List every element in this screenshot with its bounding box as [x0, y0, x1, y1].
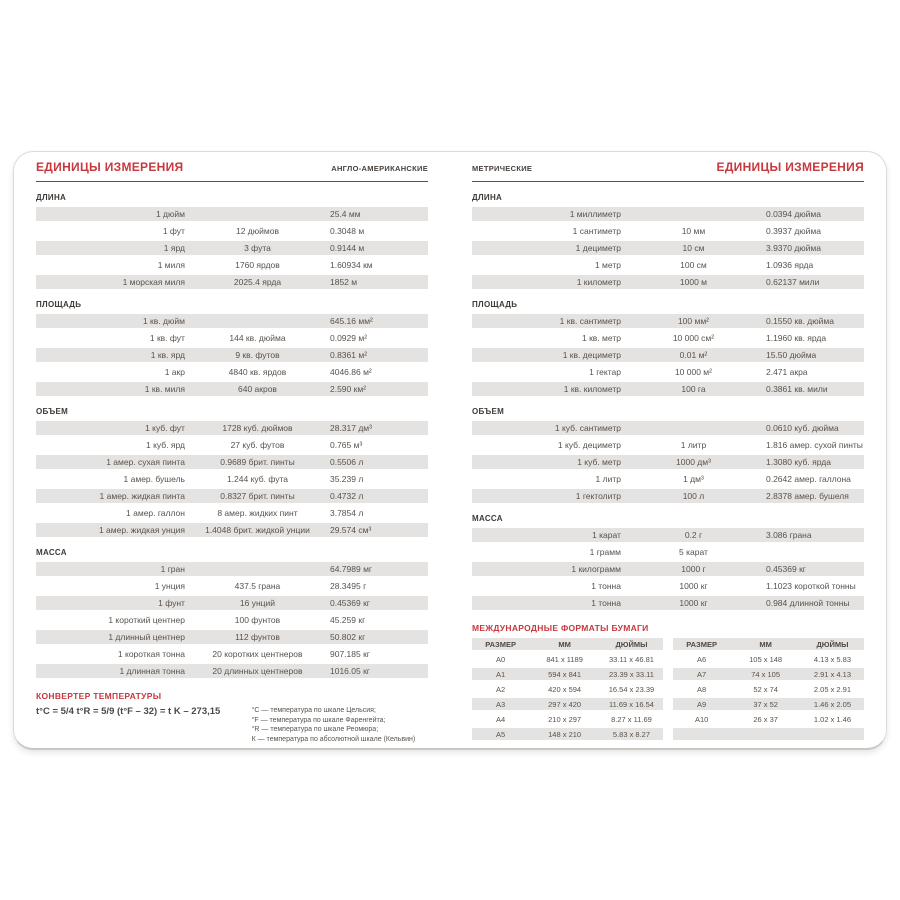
paper-tables: [472, 638, 864, 743]
length-table: [36, 207, 428, 289]
note-line: К — температура по абсолютной шкале (Кельвин): [251, 735, 416, 743]
cell: 1 кв. метр: [581, 333, 621, 343]
table-row: [36, 596, 428, 610]
table-row: [472, 653, 663, 665]
cell: 23.39 x 33.11: [609, 669, 654, 679]
table-row: [472, 348, 864, 362]
cell: 594 x 841: [548, 669, 582, 679]
cell: 1.816 амер. сухой пинты: [765, 440, 863, 450]
cell: 1 куб. ярд: [146, 440, 185, 450]
cell: 0.3861 кв. мили: [765, 384, 828, 394]
cell: 11.69 x 16.54: [609, 699, 654, 709]
table-row: [673, 698, 864, 710]
area-table: [472, 314, 864, 396]
cell: 10 000 м²: [674, 367, 712, 377]
table-row: [36, 472, 428, 486]
cell: 74 x 105: [751, 669, 781, 679]
temperature-formula: t°C = 5/4 t°R = 5/9 (t°F – 32) = t K – 273,15: [36, 706, 221, 717]
cell: 1760 ярдов: [235, 260, 280, 270]
cell: 10 000 см²: [672, 333, 715, 343]
cell: 1 килограмм: [571, 564, 621, 574]
cell: 1 акр: [164, 367, 185, 377]
cell: 645.16 мм²: [329, 316, 373, 326]
cell: 3.086 грана: [765, 530, 812, 540]
note-line: °F — температура по шкале Фаренгейта;: [251, 716, 386, 724]
cell: 1 кв. дециметр: [562, 350, 621, 360]
table-row: [36, 258, 428, 272]
cell: 0.0394 дюйма: [765, 209, 821, 219]
cell: 100 га: [681, 384, 706, 394]
cell: A0: [496, 654, 506, 664]
table-row: [472, 275, 864, 289]
table-row: [472, 713, 663, 725]
table-row: [673, 668, 864, 680]
cell: 0.45369 кг: [765, 564, 806, 574]
cell: A2: [496, 684, 506, 694]
table-row: [36, 421, 428, 435]
cell: 0.3937 дюйма: [765, 226, 821, 236]
table-row: [472, 698, 663, 710]
table-row: [472, 579, 864, 593]
section-mass: [36, 548, 428, 678]
cell: 16.54 x 23.39: [608, 684, 655, 694]
cell: 1.60934 км: [329, 260, 373, 270]
cell: 1.3080 куб. ярда: [765, 457, 831, 467]
section-mass: [472, 514, 864, 610]
cell: 2025.4 ярда: [233, 277, 282, 287]
table-row: [472, 528, 864, 542]
section-length: [472, 193, 864, 289]
table-row: [36, 382, 428, 396]
cell: 0.8327 брит. пинты: [220, 491, 295, 501]
table-row: [472, 562, 864, 576]
cell: 29.574 см³: [329, 525, 372, 535]
header-rule: [472, 181, 864, 182]
table-row: [36, 331, 428, 345]
cell: 0.01 м²: [679, 350, 708, 360]
cell: 28.317 дм³: [329, 423, 372, 433]
cell: 1.4048 брит. жидкой унции: [205, 525, 310, 535]
cell: A9: [697, 699, 707, 709]
cell: 1 карат: [592, 530, 621, 540]
cell: A3: [496, 699, 506, 709]
cell: 1 дециметр: [575, 243, 621, 253]
cell: 0.9144 м: [329, 243, 365, 253]
temperature-notes: [252, 706, 428, 744]
section-heading: ПЛОЩАДЬ: [36, 300, 82, 309]
table-row: [673, 713, 864, 725]
cell: 0.984 длинной тонны: [765, 598, 850, 608]
cell: 1 унция: [154, 581, 185, 591]
paper-formats: [472, 623, 864, 743]
cell: A4: [496, 714, 506, 724]
cell: 5.83 x 8.27: [612, 729, 651, 739]
cell: 37 x 52: [753, 699, 778, 709]
cell: 50.802 кг: [329, 632, 366, 642]
page-subtitle: АНГЛО-АМЕРИКАНСКИЕ: [331, 164, 428, 173]
cell: A5: [496, 729, 506, 739]
cell: 64.7989 мг: [329, 564, 373, 574]
cell: A1: [496, 669, 506, 679]
cell: 1000 дм³: [676, 457, 711, 467]
cell: 210 x 297: [548, 714, 582, 724]
cell: 1 тонна: [591, 598, 621, 608]
cell: 1.0936 ярда: [765, 260, 814, 270]
cell: 2.91 x 4.13: [813, 669, 852, 679]
section-heading: МАССА: [36, 548, 67, 557]
cell: 1 кв. миля: [144, 384, 185, 394]
cell: 3.7854 л: [329, 508, 364, 518]
section-heading: ДЛИНА: [472, 193, 503, 202]
length-table: [472, 207, 864, 289]
cell: 1000 кг: [679, 581, 708, 591]
section-area: [472, 300, 864, 396]
cell: 1852 м: [329, 277, 358, 287]
cell: 4046.86 м²: [329, 367, 372, 377]
table-row: [472, 207, 864, 221]
cell: 1 короткий центнер: [108, 615, 185, 625]
notebook-spread: [13, 151, 887, 750]
cell: 8 амер. жидких пинт: [217, 508, 298, 518]
paper-table-header: [472, 638, 663, 650]
cell: A7: [697, 669, 707, 679]
table-row: [472, 224, 864, 238]
cell: 112 фунтов: [235, 632, 280, 642]
cell: 1000 кг: [679, 598, 708, 608]
cell: 1.46 x 2.05: [813, 699, 852, 709]
cell: 2.8378 амер. бушеля: [765, 491, 849, 501]
cell: 100 мм²: [677, 316, 709, 326]
cell: 25.4 мм: [329, 209, 361, 219]
cell: 1.1023 короткой тонны: [765, 581, 856, 591]
cell: 1 амер. сухая пинта: [106, 457, 185, 467]
volume-table: [36, 421, 428, 537]
cell: 1 кв. километр: [563, 384, 621, 394]
cell: 1 кв. ярд: [150, 350, 185, 360]
cell: 1 куб. метр: [577, 457, 621, 467]
table-row: [472, 331, 864, 345]
cell: 3 фута: [244, 243, 271, 253]
cell: 1 гран: [160, 564, 185, 574]
cell: 45.259 кг: [329, 615, 366, 625]
cell: 0.765 м³: [329, 440, 363, 450]
cell: 105 x 148: [749, 654, 783, 664]
cell: 100 л: [682, 491, 705, 501]
table-row: [472, 683, 663, 695]
column-header: РАЗМЕР: [485, 639, 516, 649]
cell: 1 грамм: [589, 547, 621, 557]
cell: 0.2642 амер. галлона: [765, 474, 851, 484]
cell: 1 амер. жидкая унция: [98, 525, 185, 535]
cell: 437.5 грана: [234, 581, 281, 591]
cell: 100 фунтов: [234, 615, 281, 625]
header-rule: [36, 181, 428, 182]
table-row: [472, 455, 864, 469]
cell: 20 длинных центнеров: [212, 666, 303, 676]
note-line: °R — температура по шкале Реомюра;: [251, 726, 379, 733]
table-row: [472, 241, 864, 255]
column-header: ММ: [759, 639, 772, 649]
table-row: [673, 683, 864, 695]
table-row: [36, 647, 428, 661]
column-header: ММ: [558, 639, 571, 649]
table-row: [36, 523, 428, 537]
cell: 1 сантиметр: [572, 226, 621, 236]
page-title: ЕДИНИЦЫ ИЗМЕРЕНИЯ: [716, 160, 864, 174]
cell: 0.0610 куб. дюйма: [765, 423, 839, 433]
cell: 1 длинная тонна: [119, 666, 185, 676]
table-row: [36, 562, 428, 576]
cell: 3.9370 дюйма: [765, 243, 821, 253]
cell: 2.590 км²: [329, 384, 367, 394]
cell: 1 амер. галлон: [126, 508, 185, 518]
cell: 35.239 л: [329, 474, 364, 484]
cell: 1 гектолитр: [575, 491, 621, 501]
cell: 2.05 x 2.91: [813, 684, 852, 694]
cell: 907.185 кг: [329, 649, 370, 659]
cell: 1.244 куб. фута: [226, 474, 288, 484]
cell: 27 куб. футов: [230, 440, 285, 450]
paper-table-b-body: [673, 653, 864, 740]
cell: 16 унций: [239, 598, 276, 608]
cell: 1 куб. сантиметр: [554, 423, 621, 433]
cell: 10 см: [682, 243, 705, 253]
cell: 144 кв. дюйма: [229, 333, 286, 343]
cell: 1 фут: [162, 226, 185, 236]
cell: 1.1960 кв. ярда: [765, 333, 827, 343]
note-line: °C — температура по шкале Цельсия;: [251, 707, 376, 714]
cell: A10: [694, 714, 709, 724]
table-row: [472, 365, 864, 379]
section-heading: ОБЪЕМ: [472, 407, 505, 416]
table-row: [472, 472, 864, 486]
cell: 15.50 дюйма: [765, 350, 817, 360]
table-row: [472, 668, 663, 680]
cell: 52 x 74: [753, 684, 778, 694]
cell: 28.3495 г: [329, 581, 367, 591]
table-row: [36, 506, 428, 520]
cell: 5 карат: [679, 547, 708, 557]
cell: 1.02 x 1.46: [813, 714, 852, 724]
cell: 0.3048 м: [329, 226, 365, 236]
table-row: [673, 653, 864, 665]
section-volume: [472, 407, 864, 503]
volume-table: [472, 421, 864, 503]
cell: 1 литр: [595, 474, 621, 484]
cell: 1 фунт: [158, 598, 185, 608]
cell: 0.2 г: [684, 530, 703, 540]
section-length: [36, 193, 428, 289]
page-right-header: [472, 160, 864, 175]
cell: 0.5506 л: [329, 457, 364, 467]
column-header: ДЮЙМЫ: [816, 639, 849, 649]
paper-table-a: [472, 638, 663, 743]
cell: 1 амер. бушель: [123, 474, 185, 484]
cell: 1 литр: [680, 440, 707, 450]
cell: 0.9689 брит. пинты: [220, 457, 295, 467]
table-row: [36, 275, 428, 289]
paper-formats-heading: МЕЖДУНАРОДНЫЕ ФОРМАТЫ БУМАГИ: [472, 623, 649, 633]
column-header: РАЗМЕР: [686, 639, 717, 649]
cell: A8: [697, 684, 707, 694]
cell: 1 дюйм: [155, 209, 185, 219]
page-right: [450, 152, 886, 748]
cell: 26 x 37: [753, 714, 778, 724]
table-row: [36, 664, 428, 678]
section-heading: МАССА: [472, 514, 503, 523]
table-row: [472, 728, 663, 740]
cell: 2.471 акра: [765, 367, 808, 377]
cell: 1 тонна: [591, 581, 621, 591]
cell: 33.11 x 46.81: [609, 654, 654, 664]
cell: 1 кв. сантиметр: [559, 316, 621, 326]
cell: 1 куб. фут: [145, 423, 185, 433]
mass-table: [472, 528, 864, 610]
cell: A6: [697, 654, 707, 664]
cell: 12 дюймов: [235, 226, 279, 236]
table-row: [472, 382, 864, 396]
cell: 1 морская миля: [122, 277, 185, 287]
cell: 1 кв. фут: [149, 333, 185, 343]
cell: 1 километр: [576, 277, 621, 287]
cell: 1000 г: [681, 564, 706, 574]
table-row: [36, 348, 428, 362]
table-row: [36, 489, 428, 503]
cell: 1 куб. дециметр: [557, 440, 621, 450]
table-row: [36, 241, 428, 255]
section-heading: ОБЪЕМ: [36, 407, 69, 416]
table-row: [472, 314, 864, 328]
cell: 1728 куб. дюймов: [222, 423, 293, 433]
cell: 1 миля: [157, 260, 185, 270]
cell: 0.4732 л: [329, 491, 364, 501]
cell: 1016.05 кг: [329, 666, 370, 676]
table-row: [36, 314, 428, 328]
table-row: [472, 258, 864, 272]
cell: 1000 м: [679, 277, 708, 287]
cell: 4840 кв. ярдов: [228, 367, 287, 377]
table-row: [472, 489, 864, 503]
paper-table-header: [673, 638, 864, 650]
table-row: [36, 630, 428, 644]
table-row: [36, 207, 428, 221]
table-row: [36, 224, 428, 238]
page-left: [14, 152, 450, 748]
cell: 4.13 x 5.83: [813, 654, 852, 664]
cell: 640 акров: [237, 384, 277, 394]
cell: 1 короткая тонна: [117, 649, 185, 659]
cell: 297 x 420: [548, 699, 582, 709]
table-row: [36, 438, 428, 452]
table-row: [36, 365, 428, 379]
section-volume: [36, 407, 428, 537]
cell: 1 длинный центнер: [108, 632, 185, 642]
temperature-converter: [36, 691, 428, 744]
page-left-header: [36, 160, 428, 175]
page-title: ЕДИНИЦЫ ИЗМЕРЕНИЯ: [36, 160, 184, 174]
cell: 0.1550 кв. дюйма: [765, 316, 834, 326]
page-subtitle: МЕТРИЧЕСКИЕ: [472, 164, 533, 173]
paper-table-b: [673, 638, 864, 743]
cell: 1 кв. дюйм: [142, 316, 185, 326]
cell: 148 x 210: [548, 729, 582, 739]
cell: 9 кв. футов: [235, 350, 280, 360]
cell: 1 гектар: [589, 367, 621, 377]
section-heading: ДЛИНА: [36, 193, 67, 202]
cell: 0.8361 м²: [329, 350, 368, 360]
table-row: [36, 613, 428, 627]
area-table: [36, 314, 428, 396]
cell: 1 дм³: [683, 474, 704, 484]
cell: 1 миллиметр: [569, 209, 621, 219]
cell: 100 см: [680, 260, 707, 270]
column-header: ДЮЙМЫ: [615, 639, 648, 649]
temperature-heading: КОНВЕРТЕР ТЕМПЕРАТУРЫ: [36, 691, 162, 701]
table-row: [36, 455, 428, 469]
mass-table: [36, 562, 428, 678]
cell: 420 x 594: [548, 684, 582, 694]
cell: 1 метр: [594, 260, 621, 270]
cell: 1 амер. жидкая пинта: [99, 491, 185, 501]
cell: 0.62137 мили: [765, 277, 820, 287]
cell: 0.0929 м²: [329, 333, 368, 343]
paper-table-a-body: [472, 653, 663, 740]
temperature-body: [36, 706, 428, 744]
cell: 20 коротких центнеров: [212, 649, 303, 659]
cell: 841 x 1189: [546, 654, 583, 664]
cell: 10 мм: [681, 226, 706, 236]
table-row: [673, 728, 864, 740]
table-row: [36, 579, 428, 593]
cell: 0.45369 кг: [329, 598, 370, 608]
cell: 8.27 x 11.69: [611, 714, 652, 724]
table-row: [472, 421, 864, 435]
table-row: [472, 438, 864, 452]
table-row: [472, 545, 864, 559]
section-area: [36, 300, 428, 396]
section-heading: ПЛОЩАДЬ: [472, 300, 518, 309]
table-row: [472, 596, 864, 610]
cell: 1 ярд: [163, 243, 185, 253]
